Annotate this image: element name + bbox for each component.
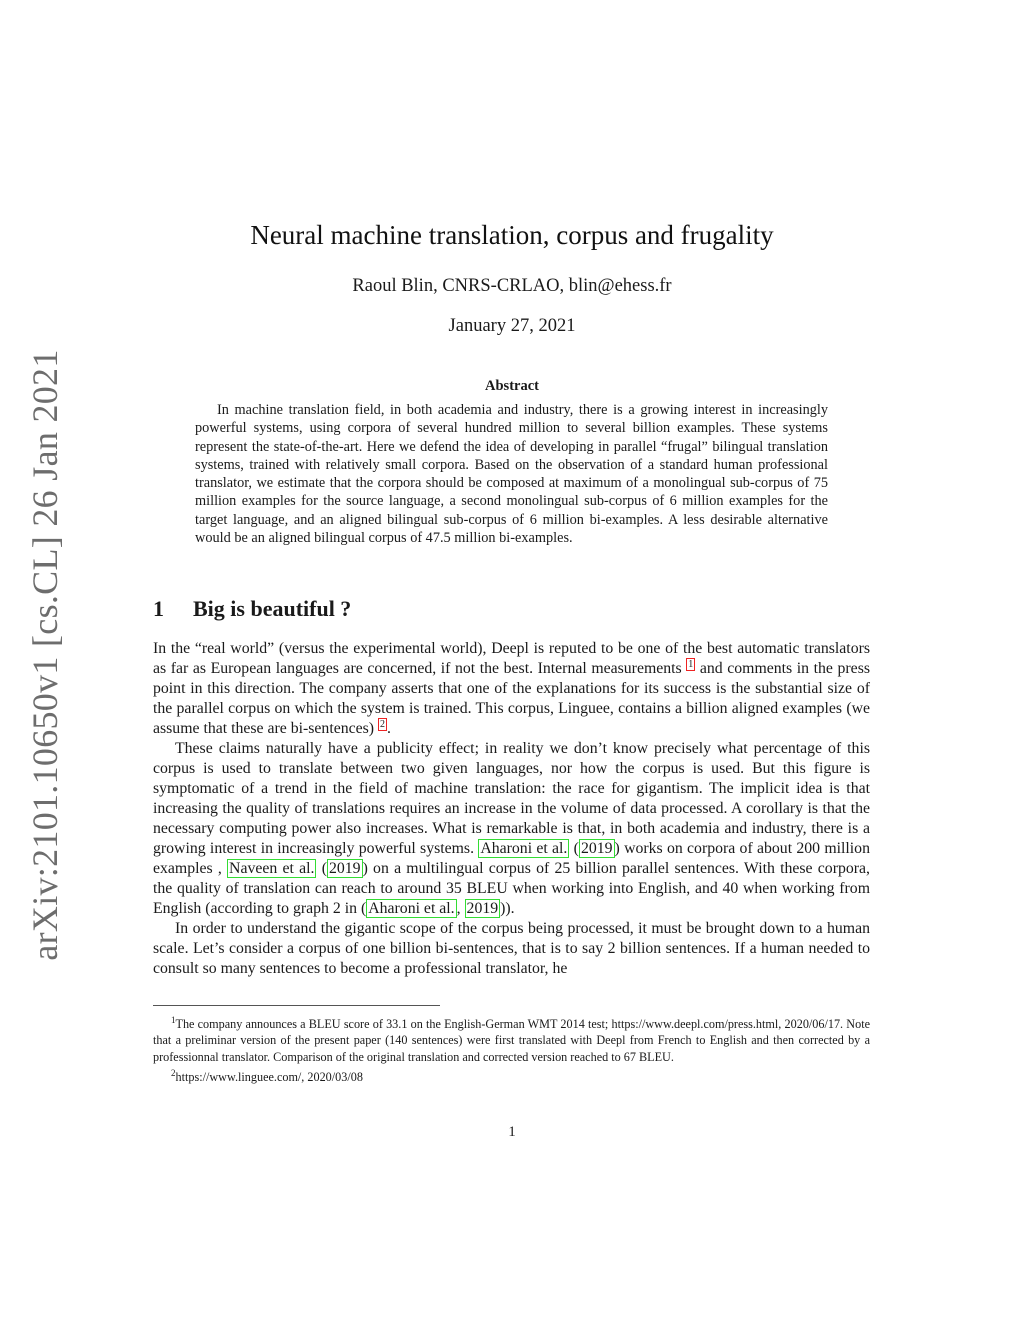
citation-link-aharoni-year[interactable]: 2019 <box>580 840 613 857</box>
abstract-heading: Abstract <box>485 378 539 394</box>
body-text <box>153 639 870 979</box>
citation-link-naveen[interactable]: Naveen et al. <box>229 860 315 877</box>
page-number: 1 <box>508 1124 516 1140</box>
paragraph-2: These claims naturally have a publicity effect; in reality we don’t know precisely what percentage of this corpus is used to translate between two given languages, nor how the corpus is used. But this figure is symptomatic of a trend in the field of machine translation: the race for gigantism. The implicit idea is that increasing the quality of translations requires an increase in the volume of data processed. A corollary is that the necessary computing power also increases. What is remarkable is that, in both academia and industry, there is a growing interest in increasingly powerful systems. Aharoni et al. ( 2019 ) works on corpora of about 200 million examples , Naveen et al. ( 2019 ) on a multilingual corpus of 25 billion parallel sentences. With these corpora, the quality of translation can reach to around 35 BLEU when working into English, and 40 when working from English (according to graph 2 in ( Aharoni et al. , 2019 )). <box>153 740 870 917</box>
abstract-text: In machine translation field, in both academia and industry, there is a growing interest in increasingly powerful systems, using corpora of several hundred million to several billion examples. These systems represent the state-of-the-art. Here we defend the idea of developing in parallel “frugal” bilingual translation systems, trained with relatively small corpora. Based on the observation of a standard human professional translator, we estimate that the corpora should be composed at maximum of a monolingual sub-corpus of 75 million examples for the source language, a second monolingual sub-corpus of 6 million examples for the target language, and an aligned bilingual sub-corpus of 6 million bi-examples. A less desirable alternative would be an aligned bilingual corpus of 47.5 million bi-examples. <box>195 402 828 547</box>
paper-title: Neural machine translation, corpus and frugality <box>250 220 774 250</box>
citation-link-aharoni-2[interactable]: Aharoni et al. <box>368 900 455 917</box>
author-line: Raoul Blin, CNRS-CRLAO, blin@ehess.fr <box>352 276 672 296</box>
footnote-2: $^2$https://www.linguee.com/, 2020/03/08 <box>171 1067 363 1085</box>
citation-link-aharoni[interactable]: Aharoni et al. <box>480 840 568 857</box>
footnote-mark-1: 1 <box>171 1015 176 1025</box>
section-heading <box>153 596 351 622</box>
footnote-link-2[interactable]: 2 <box>380 718 386 730</box>
footnote-divider <box>153 1005 440 1006</box>
footnote-mark-2: 2 <box>171 1067 176 1078</box>
arxiv-sidebar-stamp <box>20 349 70 961</box>
section-number: 1 <box>153 596 164 621</box>
section-title: Big is beautiful ? <box>193 596 352 621</box>
paragraph-1: In the “real world” (versus the experimental world), Deepl is reputed to be one of the best automatic translators as far as European languages are concerned, if not the best. Internal measurements $^1$ and comments in the press point in this direction. The company asserts that one of the explanations for its success is the substantial size of the parallel corpus on which the system is trained. This corpus, Linguee, contains a billion aligned examples (we assume that these are bi-sentences) $^2$ . <box>153 640 870 737</box>
publication-date: January 27, 2021 <box>448 316 576 336</box>
citation-link-aharoni-2-year[interactable]: 2019 <box>466 900 499 917</box>
footnote-1: $^1$The company announces a BLEU score of 33.1 on the English-German WMT 2014 test; https://www.deepl.com/press.html, 2020/06/17. Note that a preliminar version of the present paper (140 sentences) were first translated with Deepl from French to English and then corrected by a professionnal translator. Comparison of the original translation and corrected version reached to 67 BLEU. <box>153 1015 870 1064</box>
paragraph-3: In order to understand the gigantic scope of the corpus being processed, it must be brought down to a human scale. Let’s consider a corpus of one billion bi-sentences, that is to say 2 billion sentences. If a human needed to consult so many sentences to become a professional translator, he <box>153 920 870 977</box>
footnote-link-1[interactable]: 1 <box>688 658 694 670</box>
citation-link-naveen-year[interactable]: 2019 <box>328 860 361 877</box>
footnotes <box>153 1012 870 1085</box>
arxiv-identifier: arXiv:2101.10650v1 [cs.CL] 26 Jan 2021 <box>25 349 65 961</box>
